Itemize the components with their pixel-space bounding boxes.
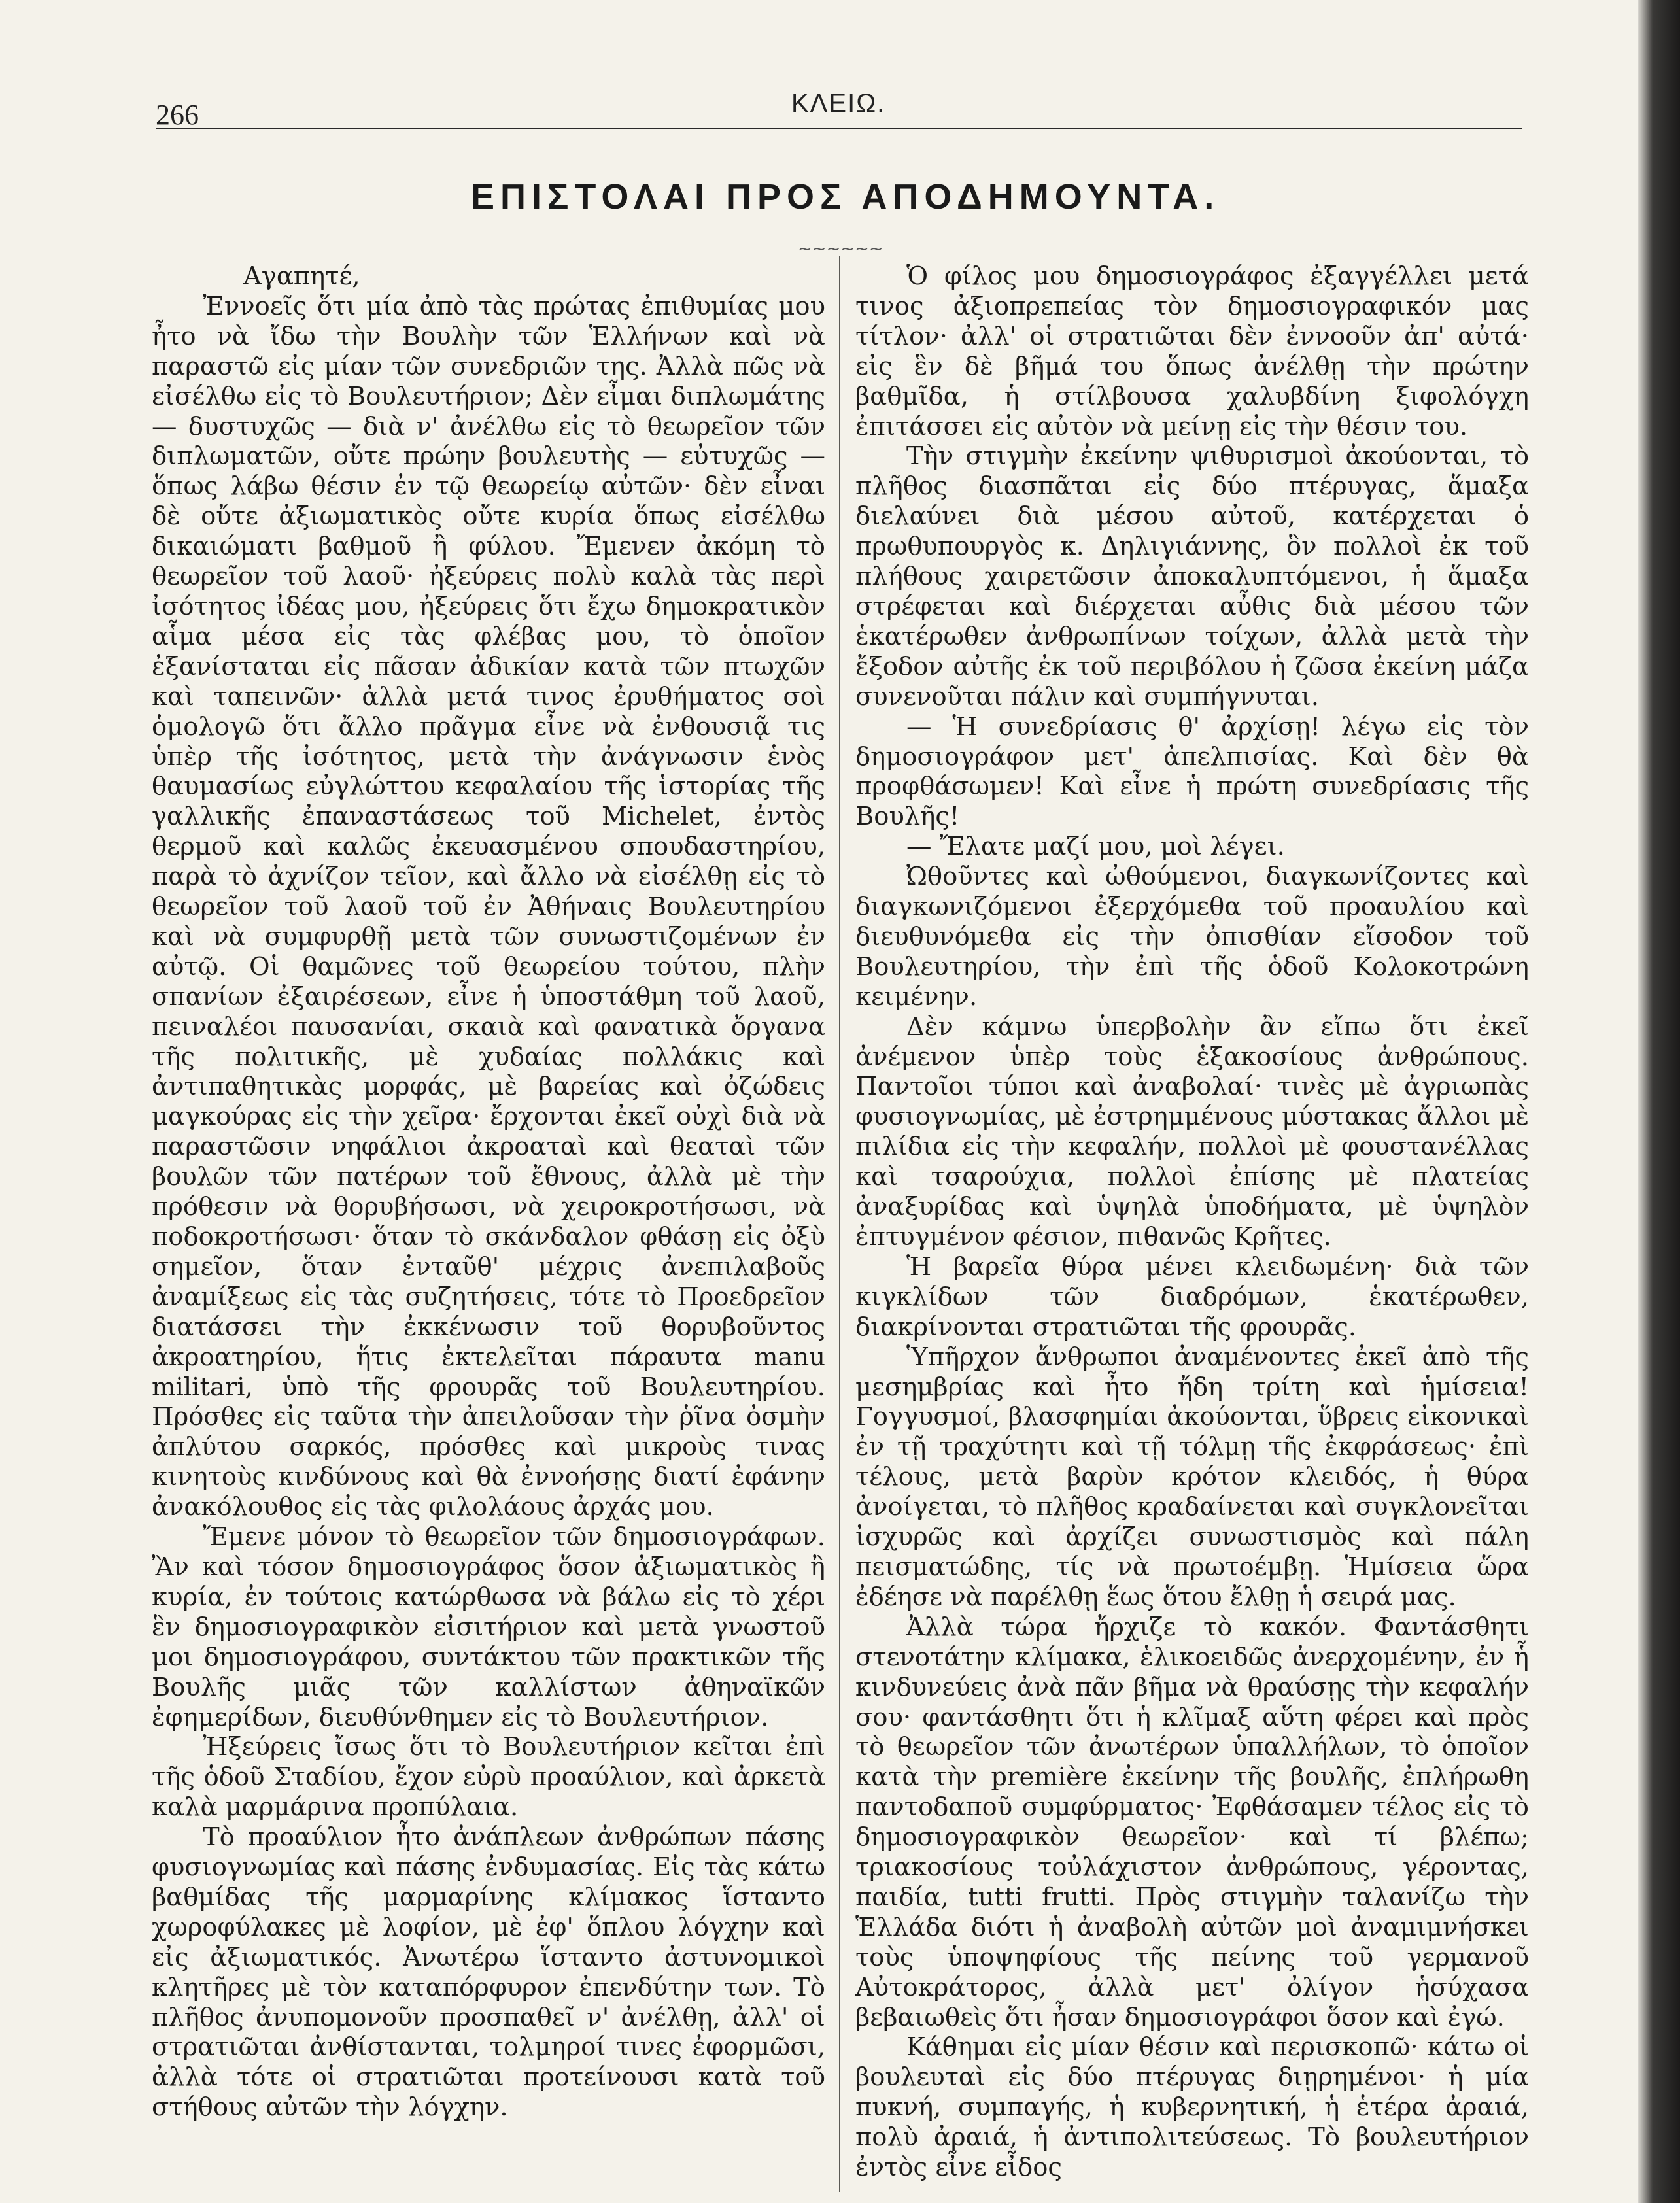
- paragraph: Ἀλλὰ τώρα ἤρχιζε τὸ κακόν. Φαντάσθητι στενοτάτην κλίμακα, ἑλικοειδῶς ἀνερχομένην, ἐν ἧ κινδυνεύεις ἀνὰ πᾶν βῆμα νὰ θραύσῃς τὴν κεφαλήν σου· φαντάσθητι ὅτι ἡ κλῖμαξ αὕτη φέρει καὶ πρὸς τὸ θεωρεῖον τῶν ἀνωτέρων ὑπαλλήλων, τὸ ὁποῖον κατὰ τὴν première ἐκείνην τῆς βουλῆς, ἐπλήρωθη παντοδαποῦ συμφύρματος· Ἐφθάσαμεν τέλος εἰς τὸ δημοσιογραφικὸν θεωρεῖον· καὶ τί βλέπω; τριακοσίους τοὐλάχιστον ἀνθρώπους, γέροντας, παιδία, tutti frutti. Πρὸς στιγμὴν ταλανίζω τὴν Ἑλλάδα διότι ἡ ἀναβολὴ αὐτῶν μοὶ ἀναμιμνήσκει τοὺς ὑποψηφίους τῆς πείνης τοῦ γερμανοῦ Αὐτοκράτορος, ἀλλὰ μετ' ὀλίγον ἡσύχασα βεβαιωθεὶς ὅτι ἦσαν δημοσιογράφοι ὅσον καὶ ἐγώ.: [855, 1612, 1529, 2032]
- paragraph: Ὁ φίλος μου δημοσιογράφος ἐξαγγέλλει μετά τινος ἀξιοπρεπείας τὸν δημοσιογραφικόν μας τίτλον· ἀλλ' οἱ στρατιῶται δὲν ἐννοοῦν ἀπ' αὐτά· εἰς ἓν δὲ βῆμά του ὅπως ἀνέλθῃ τὴν πρώτην βαθμῖδα, ἡ στίλβουσα χαλυβδίνη ξιφολόγχη ἐπιτάσσει εἰς αὐτὸν νὰ μείνῃ εἰς τὴν θέσιν του.: [855, 262, 1529, 441]
- running-head: ΚΛΕΙΩ.: [791, 89, 886, 118]
- paragraph: Τὸ προαύλιον ἦτο ἀνάπλεων ἀνθρώπων πάσης φυσιογνωμίας καὶ πάσης ἐνδυμασίας. Εἰς τὰς κάτω βαθμίδας τῆς μαρμαρίνης κλίμακος ἵσταντο χωροφύλακες μὲ λοφίον, μὲ ἐφ' ὅπλου λόγχην καὶ εἰς ἀξιωματικός. Ἀνωτέρω ἵσταντο ἀστυνομικοὶ κλητῆρες μὲ τὸν καταπόρφυρον ἐπενδύτην των. Τὸ πλῆθος ἀνυπομονοῦν προσπαθεῖ ν' ἀνέλθῃ, ἀλλ' οἱ στρατιῶται ἀνθίστανται, τολμηροί τινες ἐφορμῶσι, ἀλλὰ τότε οἱ στρατιῶται προτείνουσι κατὰ τοῦ στήθους αὐτῶν τὴν λόγχην.: [152, 1822, 825, 2123]
- paragraph: Ὠθοῦντες καὶ ὠθούμενοι, διαγκωνίζοντες καὶ διαγκωνιζόμενοι ἐξερχόμεθα τοῦ προαυλίου καὶ διευθυνόμεθα εἰς τὴν ὀπισθίαν εἴσοδον τοῦ Βουλευτηρίου, τὴν ἐπὶ τῆς ὁδοῦ Κολοκοτρώνη κειμένην.: [855, 862, 1529, 1012]
- book-binding-edge: [1638, 0, 1680, 2203]
- title-flourish: ~~~~~~: [798, 239, 883, 259]
- paragraph: Τὴν στιγμὴν ἐκείνην ψιθυρισμοὶ ἀκούονται, τὸ πλῆθος διασπᾶται εἰς δύο πτέρυγας, ἅμαξα διελαύνει διὰ μέσου αὐτοῦ, κατέρχεται ὁ πρωθυπουργὸς κ. Δηλιγιάννης, ὃν πολλοὶ ἐκ τοῦ πλήθους χαιρετῶσιν ἀποκαλυπτόμενοι, ἡ ἅμαξα στρέφεται καὶ διέρχεται αὖθις διὰ μέσου τῶν ἑκατέρωθεν ἀνθρωπίνων τοίχων, ἀλλὰ μετὰ τὴν ἔξοδον αὐτῆς ἐκ τοῦ περιβόλου ἡ ζῶσα ἐκείνη μάζα συνενοῦται πάλιν καὶ συμπήγνυται.: [855, 441, 1529, 711]
- paragraph: Κάθημαι εἰς μίαν θέσιν καὶ περισκοπῶ· κάτω οἱ βουλευταὶ εἰς δύο πτέρυγας διῃρημένοι· ἡ μία πυκνή, συμπαγής, ἡ κυβερνητική, ἡ ἑτέρα ἀραιά, πολὺ ἀραιά, ἡ ἀντιπολιτεύσεως. Τὸ βουλευτήριον ἐντὸς εἶνε εἶδος: [855, 2032, 1529, 2183]
- paragraph: Δὲν κάμνω ὑπερβολὴν ἂν εἴπω ὅτι ἐκεῖ ἀνέμενον ὑπὲρ τοὺς ἑξακοσίους ἀνθρώπους. Παντοῖοι τύποι καὶ ἀναβολαί· τινὲς μὲ ἀγριωπὰς φυσιογνωμίας, μὲ ἐστρημμένους μύστακας ἄλλοι μὲ πιλίδια εἰς τὴν κεφαλήν, πολλοὶ μὲ φουστανέλλας καὶ τσαρούχια, πολλοὶ ἐπίσης μὲ πλατείας ἀναξυρίδας καὶ ὑψηλὰ ὑποδήματα, μὲ ὑψηλὸν ἐπτυγμένον φέσιον, πιθανῶς Κρῆτες.: [855, 1012, 1529, 1252]
- salutation: Αγαπητέ,: [243, 262, 360, 291]
- page-number: 266: [156, 99, 199, 131]
- paragraph: Ἔμενε μόνον τὸ θεωρεῖον τῶν δημοσιογράφων. Ἂν καὶ τόσον δημοσιογράφος ὅσον ἀξιωματικὸς ἢ κυρία, ἐν τούτοις κατώρθωσα νὰ βάλω εἰς τὸ χέρι ἓν δημοσιογραφικὸν εἰσιτήριον καὶ μετὰ γνωστοῦ μοι δημοσιογράφου, συντάκτου τῶν πρακτικῶν τῆς Βουλῆς μιᾶς τῶν καλλίστων ἀθηναϊκῶν ἐφημερίδων, διευθύνθημεν εἰς τὸ Βουλευτήριον.: [152, 1522, 825, 1732]
- article-title: ΕΠΙΣΤΟΛΑΙ ΠΡΟΣ ΑΠΟΔΗΜΟΥΝΤΑ.: [471, 177, 1220, 216]
- right-column: [855, 262, 1529, 2183]
- paragraph: Ἡ βαρεῖα θύρα μένει κλειδωμένη· διὰ τῶν κιγκλίδων τῶν διαδρόμων, ἑκατέρωθεν, διακρίνονται στρατιῶται τῆς φρουρᾶς.: [855, 1252, 1529, 1342]
- paragraph: — Ἡ συνεδρίασις θ' ἀρχίσῃ! λέγω εἰς τὸν δημοσιογράφον μετ' ἀπελπισίας. Καὶ δὲν θὰ προφθάσωμεν! Καὶ εἶνε ἡ πρώτη συνεδρίασις τῆς Βουλῆς!: [855, 711, 1529, 832]
- paragraph: Ὑπῆρχον ἄνθρωποι ἀναμένοντες ἐκεῖ ἀπὸ τῆς μεσημβρίας καὶ ἦτο ἤδη τρίτη καὶ ἡμίσεια! Γογγυσμοί, βλασφημίαι ἀκούονται, ὕβρεις εἰκονικαὶ ἐν τῇ τραχύτητι καὶ τῇ τόλμῃ τῆς ἐκφράσεως· ἐπὶ τέλους, μετὰ βαρὺν κρότον κλειδός, ἡ θύρα ἀνοίγεται, τὸ πλῆθος κραδαίνεται καὶ συγκλονεῖται ἰσχυρῶς καὶ ἀρχίζει συνωστισμὸς καὶ πάλη πεισματώδης, τίς νὰ πρωτοέμβῃ. Ἡμίσεια ὥρα ἐδέησε νὰ παρέλθῃ ἕως ὅτου ἔλθῃ ἡ σειρά μας.: [855, 1342, 1529, 1612]
- header-rule: [156, 128, 1522, 129]
- paragraph: Ἐννοεῖς ὅτι μία ἀπὸ τὰς πρώτας ἐπιθυμίας μου ἦτο νὰ ἴδω τὴν Βουλὴν τῶν Ἑλλήνων καὶ νὰ παραστῶ εἰς μίαν τῶν συνεδριῶν της. Ἀλλὰ πῶς νὰ εἰσέλθω εἰς τὸ Βουλευτήριον; Δὲν εἶμαι διπλωμάτης — δυστυχῶς — διὰ ν' ἀνέλθω εἰς τὸ θεωρεῖον τῶν διπλωματῶν, οὔτε πρώην βουλευτὴς — εὐτυχῶς — ὅπως λάβω θέσιν ἐν τῷ θεωρείῳ αὐτῶν· δὲν εἶναι δὲ οὔτε ἀξιωματικὸς οὔτε κυρία ὅπως εἰσέλθω δικαιώματι βαθμοῦ ἢ φύλου. Ἔμενεν ἀκόμη τὸ θεωρεῖον τοῦ λαοῦ· ἠξεύρεις πολὺ καλὰ τὰς περὶ ἰσότητος ἰδέας μου, ἠξεύρεις ὅτι ἔχω δημοκρατικὸν αἷμα μέσα εἰς τὰς φλέβας μου, τὸ ὁποῖον ἐξανίσταται εἰς πᾶσαν ἀδικίαν κατὰ τῶν πτωχῶν καὶ ταπεινῶν· ἀλλὰ μετά τινος ἐρυθήματος σοὶ ὁμολογῶ ὅτι ἄλλο πρᾶγμα εἶνε νὰ ἐνθουσιᾷ τις ὑπὲρ τῆς ἰσότητος, μετὰ τὴν ἀνάγνωσιν ἑνὸς θαυμασίως εὐγλώττου κεφαλαίου τῆς ἱστορίας τῆς γαλλικῆς ἐπαναστάσεως τοῦ Michelet, ἐντὸς θερμοῦ καὶ καλῶς ἐκευασμένου σπουδαστηρίου, παρὰ τὸ ἀχνίζον τεῖον, καὶ ἄλλο νὰ εἰσέλθῃ εἰς τὸ θεωρεῖον τοῦ λαοῦ τοῦ ἐν Ἀθήναις Βουλευτηρίου καὶ νὰ συμφυρθῇ μετὰ τῶν συνωστιζομένων ἐν αὐτῷ. Οἱ θαμῶνες τοῦ θεωρείου τούτου, πλὴν σπανίων ἐξαιρέσεων, εἶνε ἡ ὑποστάθμη τοῦ λαοῦ, πειναλέοι παυσανίαι, σκαιὰ καὶ φανατικὰ ὄργανα τῆς πολιτικῆς, μὲ χυδαίας πολλάκις καὶ ἀντιπαθητικὰς μορφάς, μὲ βαρείας καὶ ὀζώδεις μαγκούρας εἰς τὴν χεῖρα· ἔρχονται ἐκεῖ οὐχὶ διὰ νὰ παραστῶσιν νηφάλιοι ἀκροαταὶ καὶ θεαταὶ τῶν βουλῶν τῶν πατέρων τοῦ ἔθνους, ἀλλὰ μὲ τὴν πρόθεσιν νὰ θορυβήσωσι, νὰ χειροκροτήσωσι, νὰ ποδοκροτήσωσι· ὅταν τὸ σκάνδαλον φθάσῃ εἰς ὀξὺ σημεῖον, ὅταν ἐνταῦθ' μέχρις ἀνεπιλαβοῦς ἀναμίξεως εἰς τὰς συζητήσεις, τότε τὸ Προεδρεῖον διατάσσει τὴν ἐκκένωσιν τοῦ θορυβοῦντος ἀκροατηρίου, ἥτις ἐκτελεῖται πάραυτα manu militari, ὑπὸ τῆς φρουρᾶς τοῦ Βουλευτηρίου. Πρόσθες εἰς ταῦτα τὴν ἀπειλοῦσαν τὴν ῥῖνα ὀσμὴν ἀπλύτου σαρκός, πρόσθες καὶ μικροὺς τινας κινητοὺς κινδύνους καὶ θὰ ἐννοήσῃς διατί ἐφάνην ἀνακόλουθος εἰς τὰς φιλολάους ἀρχάς μου.: [152, 291, 825, 1522]
- paragraph: Ἠξεύρεις ἴσως ὅτι τὸ Βουλευτήριον κεῖται ἐπὶ τῆς ὁδοῦ Σταδίου, ἔχον εὐρὺ προαύλιον, καὶ ἀρκετὰ καλὰ μαρμάρινα προπύλαια.: [152, 1732, 825, 1822]
- column-divider: [839, 256, 840, 2192]
- paragraph: — Ἔλατε μαζί μου, μοὶ λέγει.: [906, 832, 1285, 862]
- left-column: [152, 262, 825, 2123]
